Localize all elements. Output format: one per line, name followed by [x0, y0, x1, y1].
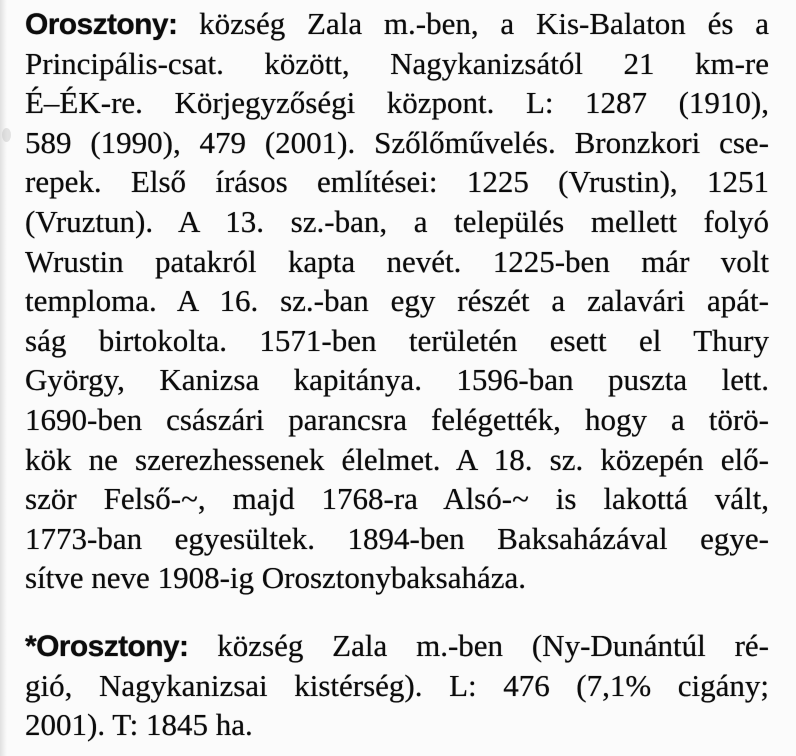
text-line: ság birtokolta. 1571-ben területén esett el Thury	[25, 322, 769, 358]
scan-speckle-artifact	[2, 128, 11, 142]
text-line: repek. Első írásos említései: 1225 (Vrustin), 1251	[25, 164, 769, 200]
text-line: ször Felső-~, majd 1768-ra Alsó-~ is lakottá vált,	[25, 481, 769, 517]
entry-headword: Orosztony:	[25, 8, 178, 41]
text-line: 1773-ban egyesültek. 1894-ben Baksaházával egye-	[25, 520, 769, 556]
entry-orosztony	[25, 4, 769, 598]
text-line	[25, 4, 769, 44]
line-text: község Zala m.-ben, a Kis-Balaton és a	[199, 6, 769, 41]
line-text: község Zala m.-ben (Ny-Dunántúl ré-	[217, 627, 769, 663]
text-line: kök ne szerezhessenek élelmet. A 18. sz. közepén elő-	[25, 441, 769, 477]
text-line: 589 (1990), 479 (2001). Szőlőművelés. Bronzkori cse-	[25, 124, 769, 160]
text-line: 2001). T: 1845 ha.	[25, 707, 253, 743]
text-line: 1690-ben császári parancsra felégették, hogy a törö-	[25, 401, 769, 437]
text-line: sítve neve 1908-ig Orosztonybaksaháza.	[25, 560, 527, 596]
text-line: temploma. A 16. sz.-ban egy részét a zalavári apát-	[25, 283, 769, 319]
text-line: gió, Nagykanizsai kistérség). L: 476 (7,1% cigány;	[25, 667, 769, 703]
text-line: György, Kanizsa kapitánya. 1596-ban puszta lett.	[25, 362, 769, 398]
text-line: Wrustin patakról kapta nevét. 1225-ben már volt	[25, 243, 769, 279]
text-line: É–ÉK-re. Körjegyzőségi központ. L: 1287 (1910),	[25, 85, 769, 121]
entry-orosztony-star	[25, 626, 769, 745]
text-line: Principális-csat. között, Nagykanizsától 21 km-re	[25, 45, 769, 81]
entry-headword: *Orosztony:	[25, 629, 189, 663]
text-line	[25, 626, 769, 666]
scan-edge-artifact	[0, 0, 7, 756]
text-line: (Vruztun). A 13. sz.-ban, a település mellett folyó	[25, 203, 769, 239]
